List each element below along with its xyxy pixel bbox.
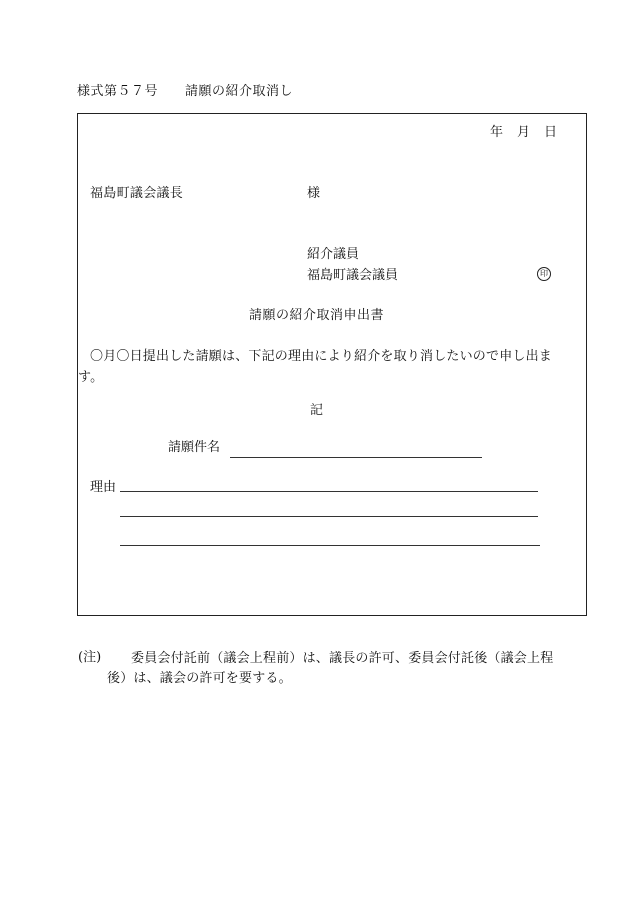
document-body: 〇月〇日提出した請願は、下記の理由により紹介を取り消したいので申し出ます。 xyxy=(78,349,553,385)
document-title: 請願の紹介取消申出書 xyxy=(249,308,385,323)
note-label: (注) xyxy=(78,650,102,665)
reason-line xyxy=(120,545,540,546)
reason-line xyxy=(120,516,538,517)
addressee-name: 福島町議会議長 xyxy=(90,186,184,201)
addressee-honorific: 様 xyxy=(307,186,321,201)
introducer-title: 福島町議会議員 xyxy=(307,268,399,283)
date-day-label: 日 xyxy=(544,125,558,140)
reason-line xyxy=(120,491,538,492)
petition-name-label: 請願件名 xyxy=(168,440,221,455)
ki-heading: 記 xyxy=(310,403,324,418)
seal-mark: 印 xyxy=(537,267,551,281)
date-month-label: 月 xyxy=(517,125,531,140)
introducer-role: 紹介議員 xyxy=(307,247,360,262)
date-year-label: 年 xyxy=(490,125,504,140)
petition-name-line xyxy=(230,457,482,458)
reason-label: 理由 xyxy=(90,480,117,495)
note-text: 委員会付託前（議会上程前）は、議長の許可、委員会付託後（議会上程後）は、議会の許可を要する。 xyxy=(107,651,554,686)
form-number: 様式第５７号 xyxy=(77,84,159,99)
form-heading: 請願の紹介取消し xyxy=(185,84,294,99)
